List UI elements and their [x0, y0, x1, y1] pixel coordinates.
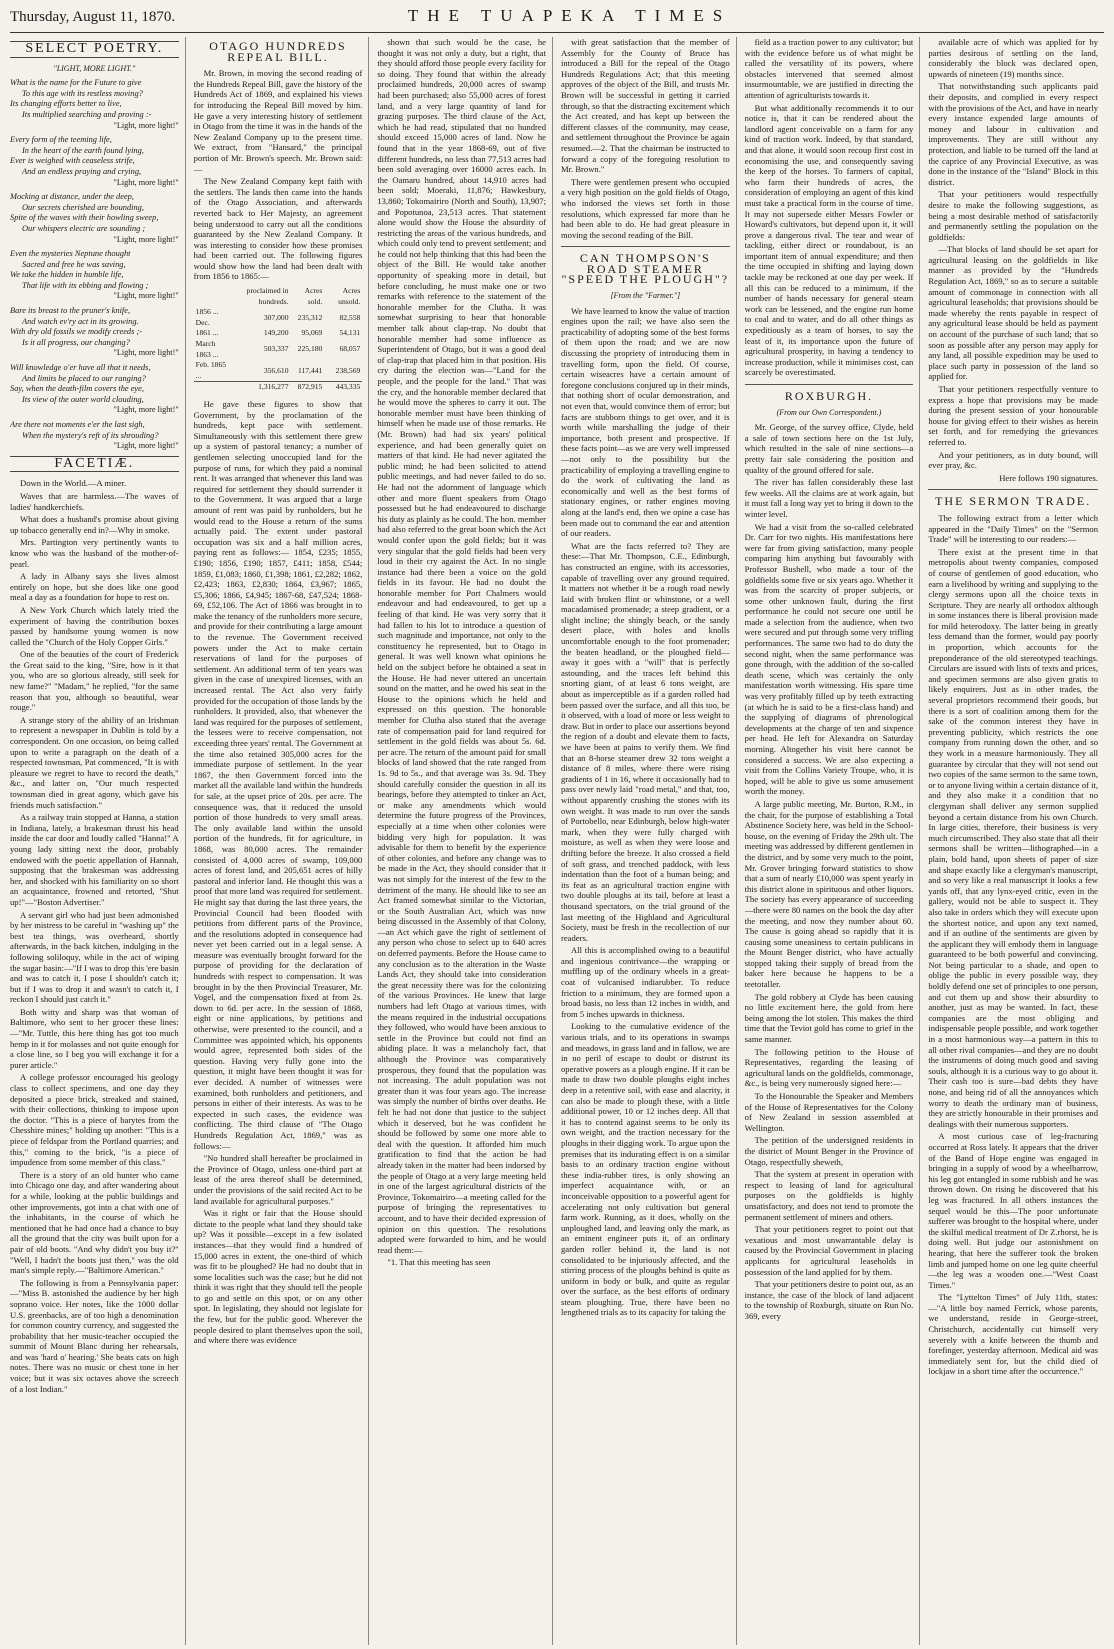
table-cell: 82,558: [339, 312, 361, 322]
hundreds-article-a: [194, 68, 363, 282]
sermon-trade-heading: THE SERMON TRADE.: [935, 494, 1092, 509]
hundreds-article-end: [561, 37, 730, 240]
paragraph: That the system at present in operation with respect to leasing of land for agricultural purposes on the goldfields is highly unsatisfactory, and does not tend to promote the permanent settlement of miners and others.: [744, 1169, 914, 1222]
paragraph: The gold robbery at Clyde has been causing no little excitement here, the gold from here being among the lot stolen. This makes the third time that the Teviot gold has come to grief in the same manner.: [744, 991, 914, 1045]
facetia-item: A lady in Albany says she lives almost entirely on hope, but she does like one good meal a day as a foundation for hope to rest on.: [10, 571, 179, 603]
table-cell: 1856 ... Dec.: [195, 307, 219, 327]
paragraph: We have learned to know the value of traction engines upon the rail; we have also seen the practicability of adopting some of the best forms of them upon the road; and we are now discussing the propriety of introducing them in travelling form, upon the field. Of course, certain wiseacres have a certain amount of foregone conclusions conjured up in their minds, that nothing short of ocular demonstration, and not even that, would convince them of error; but facts are stubborn things to get over, and it is worth while marshalling the judge of their importance, both present and prospective. If these facts point—as we are very well impressed—not only to the possibility but the practicability of employing a travelling engine to do the work of cultivating the land as economically and well as the best forms of stationary engines, or rather engines moving along at the land's end, then we opine a case has been made out to command the ear and attention of our readers.: [561, 305, 730, 539]
table-cell: 1861 ...: [195, 328, 219, 338]
table-cell: 238,569: [335, 365, 361, 375]
poem-line: Its view of the outer world clouding,: [22, 394, 144, 404]
hundreds-article-continued: [377, 37, 546, 1268]
table-header: [194, 286, 363, 307]
table-row: [194, 328, 363, 339]
divider: [745, 384, 914, 385]
poem-refrain: "Light, more light!": [113, 177, 179, 187]
paragraph: But what additionally recommends it to our notice is, that it can be rendered about the landlord agent conceivable on a farm for any kind of traction work. Indeed, by that standard, and that alone, it would soon recoup first cost in economising the use, and consequently saving the keep of the horses. To farmers of capital, who farm their hundreds of acres, the consideration of employing an agent of this kind must take a practical form in the course of time. It may not supersede either Messrs Fowler or Howard's cultivators, but depend upon it, it will prove a dangerous rival. The tear and wear of tackling, either direct or roundabout, is an important item of annual expenditure; and then the time occupied in shifting and laying down tackle may be reckoned at one day per week. If all this can be reduced to a minimum, if the number of hands necessary for general steam work can be lessened, and the engine run home to coal and to water, and do all other things as expeditiously as a team of horses, to say the least of it, its importance upon the future of agricultural prosperity, in having a tendency to increase production, while it minimises cost, can scarcely be overestimated.: [744, 102, 914, 378]
column-4: [561, 37, 737, 1645]
poem-line: Will knowledge o'er have all that it needs,: [10, 363, 151, 373]
facetia-item: A servant girl who had just been admonished by her mistress to be careful in "washing up" the best tea things, was overheard, shortly afterwards, in the back kitchen, indulging in the following soliloquy, while in the act of wiping the sugar basin:—"If I was to drop this 'ere basin and was to catch it, I pose I shouldn't catch it; but if I was to drop it and wasn't to catch it, I reckon I should just catch it.": [10, 909, 179, 1005]
facetia-item: Both witty and sharp was that woman of Baltimore, who sent to her grocer these lines:—"Mr. Tuttle, this here thing has got too much hemp in it for molasses and not quite enough for a close line, so I beg you will exchange it for a purer article.": [10, 1006, 179, 1070]
table-row: [194, 360, 363, 382]
facetia-item: Down in the World.—A miner.: [20, 478, 127, 489]
table-cell: 95,069: [301, 328, 323, 338]
table-row: [194, 382, 363, 393]
paragraph: with great satisfaction that the member of Assembly for the County of Bruce has introduced a Bill for the repeal of the Otago Hundreds Regulations Act; that this meeting approves of the object of the Bill, and trusts Mr. Brown will be successful in getting it carried through, so that the distracting excitement which the Act created, and has kept up between the different classes of the community, may cease, and settlement throughout the Province be again resumed.—2. That the chairman be instructed to forward a copy of the foregoing resolution to Mr. Brown.": [561, 37, 730, 175]
poem-line: Sacred and free he was saving,: [22, 259, 126, 269]
table-cell: 443,335: [324, 382, 362, 393]
table-cell: [194, 382, 231, 393]
roxburgh-source: (From our Own Correspondent.): [776, 407, 882, 417]
hundreds-article-b: [194, 399, 363, 1346]
paragraph: That your petitioners regret to point out that vexatious and most unwarrantable delay is caused by the Provincial Government in placing applicants for agricultural leaseholds in possession of the land applied for by them.: [744, 1224, 914, 1277]
table-header-cell: Acres unsold.: [338, 286, 361, 306]
poem-line: Bare its breast to the pruner's knife,: [10, 306, 131, 316]
paragraph: That your petitioners respectfully venture to express a hope that provisions may be made during the present session of your honourable house for giving effect to their wishes as herein set forth, and for remedying the grievances referred to.: [928, 384, 1098, 447]
poem-line: Mocking at distance, under the deep,: [10, 192, 134, 202]
table-cell: 503,337: [263, 344, 289, 354]
paragraph: And your petitioners, as in duty bound, will ever pray, &c.: [928, 449, 1098, 471]
table-cell: 225,180: [297, 344, 323, 354]
paragraph: "1. That this meeting has seen: [387, 1257, 491, 1268]
poem-refrain: "Light, more light!": [113, 291, 179, 301]
paragraph: Was it right or fair that the House should dictate to the people what land they should take up? Was it possible—except in a few isolated instances—that they would find a hundred of 15,000 acres in extent, the one-third of which was fit to be ploughed? He had no doubt that in some localities such was the case; but he did not think it was right that they should tell the people to go and settle on this spot, or on any other spot. In legislating, they should not legislate for the few, but for the public good. Wherever the people desired to plant themselves upon the soil, and where there was evidence: [193, 1208, 363, 1346]
poem-line: To this age with its restless moving?: [22, 88, 143, 98]
poem-line: Our secrets cherished are bounding,: [22, 202, 144, 212]
paragraph: That your petitioners would respectfully desire to make the following suggestions, as being a most desirable method of satisfactorily and permanently settling the population on the goldfields:: [928, 189, 1098, 242]
facetiae-heading: FACETIÆ.: [10, 456, 179, 473]
table-cell: 307,000: [263, 312, 289, 322]
paragraph: There were gentlemen present who occupied a very high position on the gold fields of Otago, who indorsed the views set forth in those resolutions, which expressed far more than he had been able to do. He had great pleasure in moving the second reading of the Bill.: [561, 176, 730, 240]
paragraph: Mr. Brown, in moving the second reading of the Hundreds Repeal Bill, gave the history of the Hundreds Act of 1869, and explained his views for introducing the Repeal Bill moved by him. He gave a very interesting history of settlement in Otago from the time it was in the hands of the New Zealand Company up to the present time. We extract, from "Hansard," the principal portion of Mr. Brown's speech. Mr. Brown said:—: [193, 68, 363, 174]
facetia-item: The following is from a Pennsylvania paper:—"Miss B. astonished the audience by her high soprano voice. Her notes, like the 1000 dollar U.S. greenbacks, are of too high a denomination for common country currency, and suggested the probability that her music-teacher occupied the summit of Mount Blanc during her rehearsals, and was 'hard o' hearing.' She beats cats on high notes. There was no music or chest tone in her voice; but it was six octaves above the screech of a lost Indian.": [10, 1277, 179, 1394]
column-6: [928, 37, 1104, 1645]
paragraph: —That blocks of land should be set apart for agricultural leasing on the goldfields in like manner as provided by the "Hundreds Regulation Act, 1869," so as to secure a suitable amount of commonage in connection with all agricultural leaseholds; that provisions should be made whereby the rents payable in respect of any agricultural lease should be held as payment on account of the purchase of such land; that so soon as possible after any person may apply for any land, all possible expedition may be used to place such party in possession of the land so applied for.: [928, 244, 1098, 382]
poem-line: What is the name for the Future to give: [10, 78, 142, 88]
hundreds-table: [194, 286, 363, 393]
poem-refrain: "Light, more light!": [113, 234, 179, 244]
poem-line: Its multiplied searching and proving :-: [22, 109, 152, 119]
paragraph: Mr. George, of the survey office, Clyde, held a sale of town sections here on the 1st July, which resulted in the sale of nine sections—a pretty fair sale considering the position and quality of the ground offered for sale.: [744, 422, 914, 475]
paragraph: A large public meeting, Mr. Burton, R.M., in the chair, for the purpose of establishing a Total Abstinence Society here, was held in the School-house, on the evening of Friday the 29th ult. The meeting was addressed by different gentlemen in the district, and by some very much to the point, Mr. Grover bringing forward statistics to show that a sum of nearly £10,000 was spent yearly in this district alone in spirituous and other liquors. The society has every appearance of succeeding—there were 80 names on the book the day after the meeting, and now they number about 60. The cause is going ahead so rapidly that it is causing some uneasiness to certain publicans in the Mount Benger district, who have actually stopped taking their supply of bread from the baker here because he happens to be a teetotaller.: [744, 798, 914, 990]
table-cell: 356,610: [263, 365, 289, 375]
road-steamer-article-end: [745, 37, 914, 378]
facetia-item: As a railway train stopped at Hanna, a station in Indiana, lately, a brakesman thrust his head inside the car door and loudly called "Hanna!" A young lady sitting next the door, probably endowed with the poetic appellation of Hannah, supposing that the brakesman was addressing her, and shocked with his familiarity on so short an acquaintance, frowned and retorted, "Shut up!"—"Boston Advertiser.": [10, 812, 179, 907]
paragraph: The following extract from a letter which appeared in the "Daily Times" on the "Sermon Trade" will be interesting to our readers:—: [928, 512, 1098, 545]
poetry-heading: SELECT POETRY.: [10, 41, 179, 58]
table-header-cell: Acres sold.: [304, 286, 323, 306]
poem-line: Every form of the teeming life,: [10, 135, 112, 145]
poem-line: Is it all progress, our changing?: [22, 337, 130, 347]
paragraph: The river has fallen considerably these last few weeks. All the claims are at work again, but it must fall a long way yet to bring it down to the winter level.: [744, 477, 914, 519]
sermon-trade-article: [928, 513, 1098, 1377]
paragraph: available acre of which was applied for by parties desirous of settling on the land, considerably the block was declared open, upwards of nineteen (19) months since.: [928, 37, 1098, 79]
facetia-item: Waves that are harmless.—The waves of ladies' handkerchiefs.: [10, 490, 179, 512]
column-1: [10, 37, 186, 1645]
column-5: [745, 37, 921, 1645]
table-row: [194, 339, 363, 360]
table-row: [194, 307, 363, 328]
divider: [561, 246, 730, 247]
table-body: [194, 307, 363, 393]
poem-line: We take the hidden in humble life,: [10, 270, 124, 280]
poem-title: "LIGHT, MORE LIGHT.": [53, 63, 136, 73]
paragraph: The petition of the undersigned residents in the district of Mount Benger in the Province of Otago, respectfully sheweth,: [744, 1135, 914, 1167]
paragraph: "No hundred shall hereafter be proclaimed in the Province of Otago, unless one-third part at least of the area thereof shall be determined, under the provisions of the said recited Act to be land available for agricultural purposes.": [193, 1153, 363, 1206]
facetiae-list: [10, 478, 179, 1394]
poem-refrain: "Light, more light!": [113, 120, 179, 130]
paragraph: That notwithstanding such applicants paid their deposits, and complied in every respect with the provisions of the Act, and have in nearly every instance expended large amounts of money and labour in cultivation and improvements. They are still without any protection, and liable to be turned off the land at the caprice of any Provincial Executive, as was done in the instance of the "Island" Block in this district.: [928, 81, 1098, 187]
table-cell: 117,441: [297, 365, 323, 375]
poem-line: And limits be placed to our ranging?: [22, 373, 146, 383]
paragraph: What are the facts referred to? They are these:—That Mr. Thompson, C.E., Edinburgh, has constructed an engine, with its accessories, capable of travelling over any ground required. It matters not whether it be a rough road newly laid with broken flint or whinstone, or a well macadamised promenade; a steep gradient, or a slight incline; the shingly beach, or the sandy desert place, with holes and knolls uncomfortable enough to the foot promenader; the beaten headland, or the ploughed field—away it goes with a "will" that is perfectly astounding, and the traces left behind this snorting giant, of at least 6 tons weight, are about as imperceptible as if a garden rolled had been passed over the surface, and all this too, be it observed, with a load of more or less weight to draw. But in order to place our assertions beyond the region of a doubt and elevate them to facts, we have been at pains to verify them. We find that an 8-horse steamer drew 32 tons weight a distance of 8 miles, where there were rising gradients of 1 in 16, where it occasionally had to pass over newly laid "road metal," and that, too, without apparently crushing the stones with its own weight. It was made to run over the sands of Portobello, near Edinburgh, below high-water mark, when they were fully charged with moisture, as well as when they were loose and drifting before the breeze. It also crossed a field of soft grass, and trenched paddock, with less indentation than the foot of a human being; and its feat as an agricultural traction engine with two double ploughs at its tail, before at least a thousand spectators, on the trial ground of the last meeting of the Highland and Agricultural Society, must be fresh in the recollection of our readers.: [561, 540, 730, 943]
table-cell: 1,316,277: [231, 382, 291, 393]
paragraph: All this is accomplished owing to a beautiful and ingenious contrivance—the wrapping or muffling up of the ordinary wheels in a great-coat of vulcanised indiarubber. To reduce friction to a minimum, they are formed upon a broad basis, no less than 12 inches in width, and from 5 inches upwards in thickness.: [561, 945, 730, 1019]
hundreds-heading: OTAGO HUNDREDS REPEAL BILL.: [209, 39, 347, 64]
signatures-note: Here follows 190 signatures.: [999, 472, 1098, 483]
poem-refrain: "Light, more light!": [113, 405, 179, 415]
columns: [10, 37, 1104, 1645]
facetia-item: Mrs. Partington very pertinently wants to know who was the husband of the mother-of-pearl.: [10, 537, 179, 569]
road-steamer-article: [561, 306, 730, 1318]
paragraph: The "Lyttelton Times" of July 11th, states:—"A little boy named Ferrick, whose parents, we understand, reside in George-street, Christchurch, accidentally cut himself very severely with a knife between the thumb and forefinger, yesterday afternoon. Medical aid was immediately sent for, but the child died of lockjaw in a short time after the occurrence.": [928, 1292, 1098, 1377]
table-header-cell: [194, 286, 231, 307]
paragraph: A most curious case of leg-fracturing occurred at Ross lately. It appears that the driver of the Band of Hope engine was engaged in bringing in a supply of wood by a wheelbarrow, his leg got entangled in some rubbish and he was thrown down. On rising he discovered that his leg was fractured. In all others instances the sequel would be this—The poor unfortunate sufferer was brought to the hospital where, under the skilful medical treatment of Dr Z.rhorst, he is doing well. But judge our astonishment on hearing, that here the sufferer took the broken limb and jumped home on one leg quite cheerful—the leg was a wooden one.—"West Coast Times.": [928, 1131, 1098, 1290]
facetia-item: One of the beauties of the court of Frederick the Great said to the king, "Sire, how is it that you, who are so glorious already, still seek for new fame?" "Madam," he replied, "for the same reason that you, although so beautiful, wear rouge.": [10, 649, 179, 713]
paragraph: There exist at the present time in that metropolis about twenty companies, composed of course of gentlemen of good education, who earn a livelihood by writing and supplying to the clergy sermons upon all the choice texts in Scripture. They are nearly all orthodox although in some instances there is liberal provision made for mild heterodoxy. The latter being in greatly less demand than the former, would pay poorly in proportion, which accounts for the preponderance of the old stereotyped teachings. Circulars are issued with lists of texts and prices, and specimen sermons are also given gratis to likely enquirers. Just as in other trades, the several proprietors recommend their goods, but there is a sort of coalition among them for the sake of the common interest they have in preventing publicity, which restricts the one company from running down the other, and so they work in a measure harmoniously. They all guarantee by circular that they will not send out two copies of the same sermon to the same town, or to anyone living within a certain distance of it, and they also make it a condition that no clergyman shall deliver any sermon supplied beyond a certain distance from his own Church. In large cities, therefore, their business is very much circumscribed. They also state that all their sermons shall be written—lithographed—in a plain, bold hand, upon sheets of paper of size and shape exactly like a clergyman's manuscript, and so very like a real manuscript it looks a few yards off, that any lynx-eyed critic, even in the gallery, would not be able to suspect it. They also take in orders which they will execute upon the shortest notice, and upon any text named, and if an outline of the sentiments are given by the applicant they will embody them in language guaranteed to be both powerful and convincing. Not being particular to a shade, and open to oblige the public in every possible way, they boldly defend one set of principles to one person, and cut them up and show their absurdity to another, just as may be wanted. In fact, these companies are the most obliging and indispensable people possible, and work together in a most harmonious way—a pattern in this to all other rival companies—and they are no doubt the instruments of doing much good and saving souls, although it is a curious way to go about it. Their cash too is sure—bad debts they have none, and being rid of all the annoyances which worry to death the ordinary man of business, they are strictly honourable in their promises and dealings with their numerous supporters.: [928, 546, 1099, 1129]
roxburgh-article: [745, 422, 914, 1321]
poem-refrain: "Light, more light!": [113, 348, 179, 358]
column-2: [194, 37, 370, 1645]
poem-line: And watch ev'ry act in its growing.: [22, 316, 139, 326]
divider: [928, 489, 1098, 490]
poem-line: That life with its ebbing and flowing ;: [22, 280, 149, 290]
table-cell: March 1863 ...: [195, 339, 219, 359]
paragraph: He gave these figures to show that Government, by the proclamation of the hundreds, kept pace with settlement. Simultaneously with this settlement there grew up a system of pastoral tenancy; a number of gentlemen selecting unoccupied land for the purpose of runs, for which they paid a nominal rent. It was arranged that whenever this land was required for settlement they should surrender it to the Government. It was argued that a large amount of rent was paid by runholders, but he would read to the House a return of the sums actually paid. The extent under pastoral occupation was six and a half million acres, paying rent as follows:— 1854, £235; 1855, £190; 1856, £190; 1857, £411; 1858, £544; 1859, £1,083; 1860, £1,398; 1861, £2,282; 1862, £2,423; 1863, £2,830; 1864, £3,967; 1865, £5,306; 1866, £4,945; 1867-68, £47,524; 1868-69, £52,106. The Act of 1866 was brought in to make the tenancy of the runholders more secure, and provide for their contributing a large amount to the revenue. The Government received powers under the Act to make certain reservations of land for the purposes of settlement. An additional term of ten years was given in the case of unexpired licenses, with an increased rental. The Act also very fairly provided for the occupation of those lands by the runholders. It provided, also, that whenever the land was required for the purposes of settlement, the lessees were to receive compensation, not exceeding three years' rental. The Government at the time also retained 305,000 acres for the immediate purpose of settlement. In the year 1867, the then Government forced into the market all the available land within the hundreds for sale, at the upset price of 20s. per acre. The consequence was, that it reduced the unsold portion of those hundreds to very small areas. The only available land within the unsold portion of the hundreds, fit for agriculture, in 1868, was 80,000 acres. The remainder consisted of 4,000 acres of swamp, 109,000 acres of forest land, and 205,651 acres of hilly pastoral and inferior land. He thought this was a proof that more land was required for settlement. He might say that during the last three years, the Provincial Council had been flooded with petitions from different parts of the Province, and the resolutions adopted in consequence had never yet been carried out in a legal sense. A measure was eventually brought forward for the purpose of providing for the declaration of hundreds with respect to compensation. It was brought in by the then Provincial Treasurer, Mr. Vogel, and the compensation fixed at from 2s. down to 6d. per acre. In the session of 1868, eight or nine applications, by petitions and otherwise, were presented to the council, and a Committee was appointed which, his opponents would agree, represented both sides of the question. Having very fully gone into the question, it might have been thought it was for ever decided. A number of witnesses were examined, both runholders and petitioners, and persons in either of their interests. As was to be expected in such cases, the evidence was conflicting. The third clause of "The Otago Hundreds Regulation Act, 1869," was as follows:—: [193, 399, 363, 1151]
table-cell: 149,200: [263, 328, 289, 338]
facetia-item: A strange story of the ability of an Irishman to represent a newspaper in Dublin is told by a correspondent. On one occasion, on being called upon to write a paragraph on the death of a respected townsman, Pat commenced, "It is with pleasure we regret to have to record the death," &c., and latter on, "Our much respected townsman died in great agony, which gave his friends much satisfaction.": [10, 714, 179, 810]
table-header-cell: proclaimed in hundreds.: [246, 286, 289, 306]
poem-line: Spite of the waves with their howling sweep,: [10, 213, 159, 223]
paragraph: The following petition to the House of Representatives, regarding the leasing of agricultural lands on the goldfields, commonage, &c., is being very numerously signed here:—: [744, 1046, 914, 1089]
facetia-item: A college professor encouraged his geology class to collect specimens, and one day they deposited a piece brick, streaked and stained, with their collections, thinking to impose upon the doctor. "This is a piece of barytes from the Chesshire mines;" holding up another: "This is a piece of feldspar from the Portland quarries; and this," coming to the brick, "is a piece of impudence from some member of this class.": [10, 1072, 179, 1168]
table-cell: 68,057: [339, 344, 361, 354]
paragraph: Looking to the cumulative evidence of the various trials, and to its operations in swamps and meadows, in grass land and in fallow, we are in no peril of escape to doubt or distrust its operative powers as a plough engine. If it can be made to draw two double ploughs eight inches deep in a retentive soil, with ease and alacrity, it can also be made to plough these, with a little additional power, 10 or 12 inches deep. All that it has to contend against seems to be only its own weight, and the traction necessary for the ploughs in their digging work. To argue upon the premises that its indurating effect is on a similar basis to an ordinary traction engine without these india-rubber tires, is only showing an imperfect acquaintance with, or an inconceivable opposition to a powerful agent for accelerating not only cultivation but general farm work. Running, as it does, wholly on the unploughed land, and leaving only the mark, as an eminent engineer puts it, of an ordinary garden roller behind it, the land is not consolidated to be injuriously affected, and the stirring process of the ploughs behind is quite as uniform in body or bulk, and quite as regular over the surface, as the best efforts of ordinary steam ploughing. True, there have been no lengthened trials as to its capacity for taking the: [561, 1021, 730, 1318]
table-cell: 872,915: [291, 382, 325, 393]
paragraph: The New Zealand Company kept faith with the settlers. The lands then came into the hands of the Otago Association, and afterwards reverted back to Her Majesty, an agreement being understood to carry out all the conditions guaranteed by the New Zealand Company. It was interesting to consider how these promises had been carried out. The following figures would show how the land had been dealt with from 1856 to 1865:—: [193, 176, 363, 282]
poem-line: Ever is weighed with ceaseless strife,: [10, 156, 135, 166]
masthead: [10, 6, 1104, 33]
poem-line: In the heart of the earth found lying,: [22, 145, 144, 155]
poem-line: Our whispers electric are sounding ;: [22, 223, 146, 233]
road-steamer-source: [From the "Farmer."]: [610, 291, 681, 301]
facetia-item: A New York Church which lately tried the experiment of having the contribution boxes passed by handsome young women is now called the "Church of the Holy Copper Girls.": [10, 604, 179, 647]
paragraph: field as a traction power to any cultivator; but with the evidence before us of what might be called the versatility of its powers, where obstacles intervened that seemed almost insurmountable, we are justified in directing the attention of agriculturists towards it.: [744, 37, 914, 100]
table-cell: 54,131: [339, 328, 361, 338]
road-steamer-heading: CAN THOMPSON'S ROAD STEAMER "SPEED THE PLOUGH"?: [561, 251, 730, 287]
table-cell: 235,312: [297, 312, 323, 322]
poem: [10, 78, 179, 452]
paragraph: To the Honourable the Speaker and Members of the House of Representatives for the Colony of New Zealand in session assembled at Wellington.: [744, 1091, 914, 1133]
issue-date: Thursday, August 11, 1870.: [10, 9, 176, 25]
roxburgh-heading: ROXBURGH.: [784, 389, 874, 403]
facetia-item: There is a story of an old hunter who came into Chicago one day, and after wandering about for a while, looking at the public buildings and other improvements, got into a chat with one of the inhabitants, in the course of which he mentioned that he had once had a chance to buy all the ground that the city was built upon for a pair of old boots. "And why didn't you buy it?" "Well, I hadn't the boots just then," was the old man's simple reply.—"Baltimore American.": [10, 1169, 179, 1276]
poem-line: Its changing efforts better to live,: [10, 99, 122, 109]
poem-line: Are there not moments e'er the last sigh,: [10, 420, 145, 429]
petition-continued: [928, 37, 1098, 471]
poem-line: When the mystery's reft of its shrouding?: [22, 430, 159, 440]
poem-line: Even the mysteries Neptune thought: [10, 249, 131, 259]
newspaper-title: THE TUAPEKA TIMES: [407, 6, 732, 25]
poem-line: Say, when the death-film covers the eye,: [10, 384, 144, 394]
paragraph: shown that such would be the case, he thought it was not only a duty, but a right, that they should afford those people every facility for so doing. They found that within the already proclaimed hundreds, 20,000 acres of swamp had been purchased; also 55,000 acres of forest land, and a very large quantity of land for grazing purposes. The third clause of the Act, which he had read, stipulated that no hundred should exceed 15,000 acres of land. Now he found that in the year 1868-69, out of five different hundreds, no less than 77,513 acres had been sold averaging over 16000 acres each. In the Oamaru hundred, about 14,910 acres had been sold; Moeraki, 11,876; Hawkesbury, 13,860; Tokomairiro (North and South), 13,907; and Popotunoa, 23,513 acres. That statement alone would show the House the absurdity of restricting the areas of the various hundreds, and which could only tend to prevent settlement; and he could not help thinking that this had been the object of the Bill. He would take another opportunity of speaking more in detail, but before concluding, he must make one or two remarks with reference to the statement of the honorable member for the Clutha. It was somewhat surprising to hear that honorable member talk about clap-trap. No doubt that honorable member had some influence as Superintendent of Otago, but it was a good deal of clap-trap that placed him in that position. His cry during the election was—"Land for the people, and the people for the land." That was the cry, and the honorable member declared that he would move the spheres to carry it out. The honorable member must have been thinking of himself when he made use of those remarks. He (Mr. Brown) had had six years' political experience, and had been generally quiet on matters of that kind. He had never agitated the public mind; he had been solicited to attend public meetings, and had never failed to do so. He had not the adornment of language which other and more fluent speakers from Otago possessed but he had endeavoured to discharge his duty as plainly as he could. The hon. member had also referred to the great boon which the Act would confer upon the gold fields; but it was very singular that the gold fields had been very loud in their cry against the Act. In no single instance had there been a voice on the gold fields in its favour. He had no doubt the honorable member for Port Chalmers would endeavour and had endeavoured, to get up a feeling of that kind. He was very sorry that it had fallen to his lot to introduce a question of such magnitude and importance, not only to the constituency he represented, but to Otago in general. It was well known what opinions he held on the subject before he obtained a seat in the House. He had never uttered an uncertain sound on the matter, and he owed his seat in the House to the opinions which he held and expressed on this question. The honorable member for Clutha also stated that the average rate of compensation paid for land required for settlement in the gold fields was about 5s. 6d. per acre. The return of the amount paid for small blocks of land showed that the rate ranged from 1s. 9d to 5s., and that average was 3s. 9d. They should carefully consider the question in all its bearings, before they attempted to tinker an Act, or make any amendments which would determine the future progress of the Provinces, especially at a time when other colonies were bidding very high for population. It was advisable for them to benefit by the experience of other colonies, and before any change was to be made in the Act, they should consider that it was not simply for the interest of the few to the detriment of the many. He should like to see an Act framed somewhat similar to the Victorian, or the South Australian Act, which was now being discussed in the Assembly of that Colony,—an Act which gave the right of settlement of any person who chose to select up to 640 acres on deferred payments. Before the House came to any conclusion as to the alteration in the Waste Lands Act, they should take into consideration the great necessity there was for the colonizing of the various Provinces. He knew that large numbers had left Otago at various times, with the means required in the industrial occupations they followed, who would have been anxious to settle in the Province but could not find an abiding place. It was a melancholy fact, that although the Province was comparatively prosperous, they found that the population was not increasing. The adult population was not greater than it was four years ago. The increase was simply the number of births over deaths. He felt he had not done that justice to the subject which it deserved, but he was confident he should be followed by some one more able to deal with the question. It afforded him much gratification to find that the action he had already taken in the matter had been indorsed by the people of Otago at a very large meeting held in one of the largest agricultural districts of the Province, Tokomairiro—a meeting called for the purpose of bringing the representatives to account, and to have their decided expression of opinion on this question. The resolutions adopted were forwarded to him, and he would read them:—: [377, 37, 546, 1255]
poem-refrain: "Light, more light!": [113, 441, 179, 451]
poem-line: With dry old fossils we modify creeds ;-: [10, 327, 143, 337]
paragraph: That your petitioners desire to point out, as an instance, the case of the block of land adjacent to the township of Roxburgh, situate on Run No. 369, every: [744, 1279, 914, 1321]
paragraph: We had a visit from the so-called celebrated Dr. Carr for two nights. His manifestations here were far from giving satisfaction, many people comparing him anything but favourably with Professor Bushell, who made a tour of the goldfields some five or six years ago. Whether it was from the scarcity of proper subjects, or some other unknown fault, during the first performance he could not secure one until he made a selection from the audience, when two were secured and put through some very trifling performances. The same two had to do duty the second night, when the same performance was gone through, with the addition of the so-called death scene, which was certainly the only manifestation worth witnessing. His spare time was very profitably filled up by teeth extracting (at which he is said to be a first-class hand) and the supplying of diagrams of phrenological developments at the charge of ten and sixpence per head. He left for Alexandra on Saturday morning. Altogether his visit here cannot be considered a success. We are also expecting a visit from the Collins Variety Troupe, who, it is hoped, will be able to give us some amusement worth the money.: [744, 521, 914, 797]
facetia-item: What does a husband's promise about giving up tobacco generally end in?—Why in smoke.: [10, 514, 179, 535]
table-cell: Feb. 1865 ...: [195, 360, 227, 380]
column-3: [377, 37, 553, 1645]
poem-line: And an endless praying and crying,: [22, 166, 142, 176]
